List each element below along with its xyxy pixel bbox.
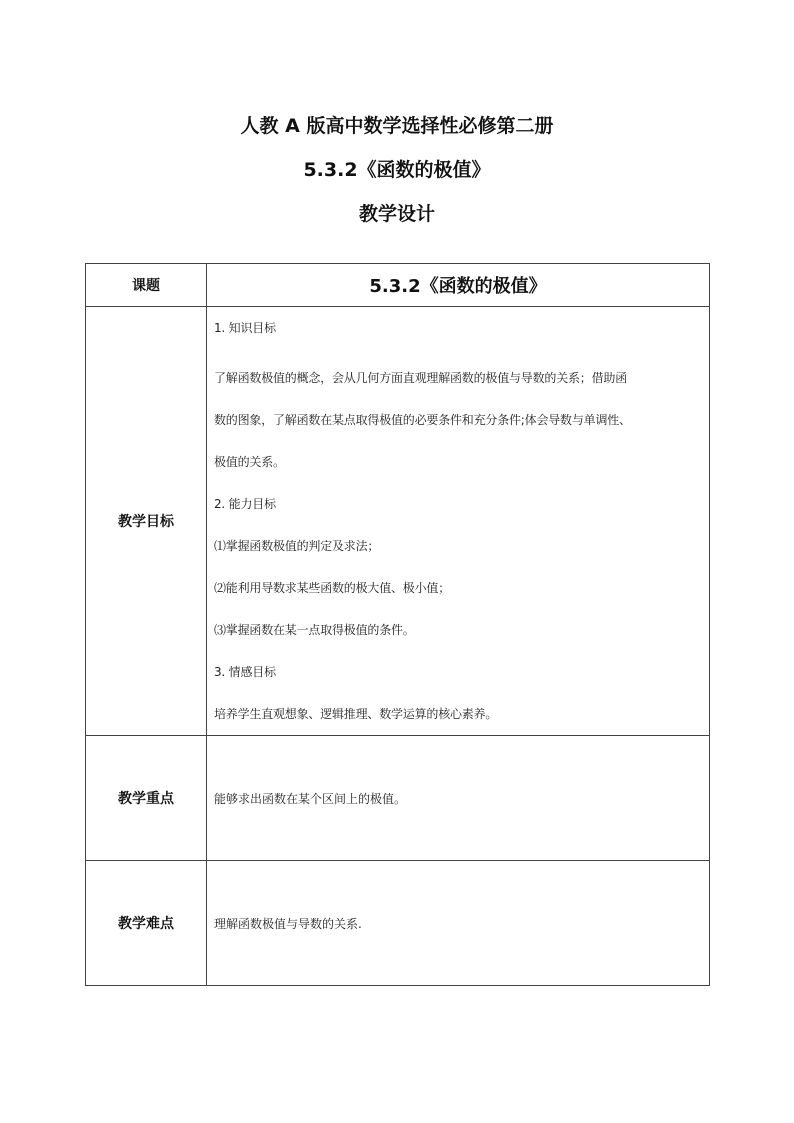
table-row-topic — [86, 264, 710, 307]
table-row-goals — [86, 307, 710, 736]
goal-heading-knowledge: 1. 知识目标 — [214, 321, 276, 335]
lesson-title: 5.3.2《函数的极值》 — [303, 159, 491, 181]
goal-heading-ability: 2. 能力目标 — [214, 497, 276, 511]
document-subtitle: 教学设计 — [358, 203, 435, 225]
difficulties-label: 教学难点 — [86, 861, 207, 986]
lesson-plan-table — [85, 263, 710, 986]
goal-text: ⑶掌握函数在某一点取得极值的条件。 — [214, 623, 415, 637]
goal-text: 了解函数极值的概念，会从几何方面直观理解函数的极值与导数的关系；借助函 — [214, 371, 628, 385]
document-header — [0, 104, 794, 236]
key-points-label: 教学重点 — [86, 736, 207, 861]
goal-heading-emotion: 3. 情感目标 — [214, 665, 276, 679]
topic-value: 5.3.2《函数的极值》 — [207, 264, 710, 307]
key-points-value: 能够求出函数在某个区间上的极值。 — [207, 736, 710, 861]
goal-text: 极值的关系。 — [214, 455, 285, 469]
table-row-difficulties — [86, 861, 710, 986]
goal-text: 数的图象，了解函数在某点取得极值的必要条件和充分条件;体会导数与单调性、 — [214, 413, 631, 427]
difficulties-value: 理解函数极值与导数的关系. — [207, 861, 710, 986]
goal-text: 培养学生直观想象、逻辑推理、数学运算的核心素养。 — [214, 707, 498, 721]
goals-label: 教学目标 — [86, 307, 207, 736]
goal-text: ⑵能利用导数求某些函数的极大值、极小值； — [214, 581, 451, 595]
table-row-key-points — [86, 736, 710, 861]
goal-text: ⑴掌握函数极值的判定及求法； — [214, 539, 380, 553]
goals-content — [207, 307, 710, 736]
topic-label: 课题 — [86, 264, 207, 307]
document-title: 人教 A 版高中数学选择性必修第二册 — [240, 115, 554, 137]
